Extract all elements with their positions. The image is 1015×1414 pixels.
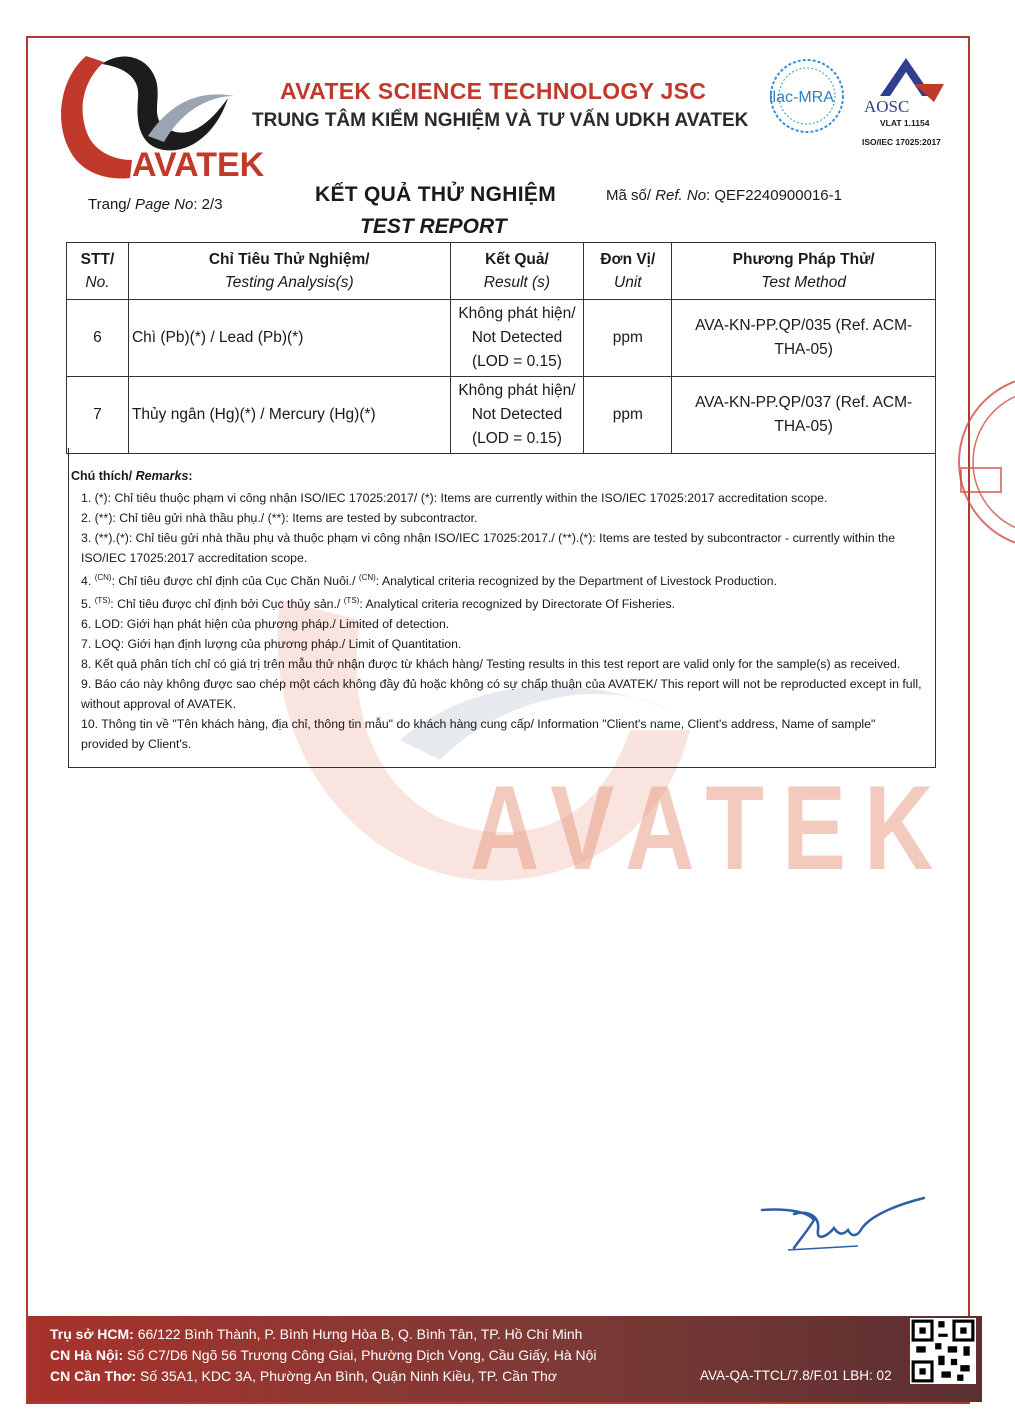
row-analysis: Chì (Pb)(*) / Lead (Pb)(*): [128, 300, 450, 377]
avatek-logo: [52, 50, 265, 184]
aosc-logo: [860, 54, 958, 150]
row-method: AVA-KN-PP.QP/037 (Ref. ACM- THA-05): [672, 377, 936, 454]
remark-item: 1. (*): Chỉ tiêu thuộc phạm vi công nhận ISO/IEC 17025:2017/ (*): Items are currently within the ISO/IEC 17025:2017 accreditation scope.: [81, 491, 828, 505]
header-analysis: Chỉ Tiêu Thử Nghiệm/ Testing Analysis(s): [128, 243, 450, 300]
remarks-box: [68, 448, 936, 768]
watermark-text: AVATEK: [470, 761, 952, 895]
iso-text: ISO/IEC 17025:2017: [862, 137, 941, 147]
report-title-en: TEST REPORT: [360, 215, 507, 238]
company-name-en: AVATEK SCIENCE TECHNOLOGY JSC: [280, 78, 707, 104]
footer-hcm-address: Trụ sở HCM: 66/122 Bình Thành, P. Bình Hưng Hòa B, Q. Bình Tân, TP. Hồ Chí Minh: [50, 1326, 583, 1342]
table-row: [67, 377, 936, 454]
company-name-vn: TRUNG TÂM KIỂM NGHIỆM VÀ TƯ VẤN UDKH AVATEK: [252, 110, 749, 131]
header-unit: Đơn Vị/ Unit: [584, 243, 672, 300]
reference-number: Mã số/ Ref. No: QEF2240900016-1: [606, 187, 842, 204]
stamp-fragment: [955, 372, 1015, 552]
header-method: Phương Pháp Thử/ Test Method: [672, 243, 936, 300]
aosc-text: AOSC: [864, 97, 910, 116]
header-stt: STT/ No.: [67, 243, 129, 300]
results-table: [66, 242, 936, 454]
row-analysis: Thủy ngân (Hg)(*) / Mercury (Hg)(*): [128, 377, 450, 454]
page-number: Trang/ Page No: 2/3: [88, 196, 223, 213]
remark-item: 7. LOQ: Giới hạn định lượng của phương pháp./ Limit of Quantitation.: [81, 637, 462, 652]
remark-item: 10. Thông tin về "Tên khách hàng, địa chỉ, thông tin mẫu" do khách hàng cung cấp/ Information "Client's name, Client's address, Name of sample" provided by Client's.: [81, 717, 876, 752]
report-title-vn: KẾT QUẢ THỬ NGHIỆM: [315, 183, 556, 206]
remarks-title: Chú thích/ Remarks:: [71, 469, 193, 483]
footer-cantho-address: CN Cần Thơ: Số 35A1, KDC 3A, Phường An Bình, Quận Ninh Kiều, TP. Cần Thơ: [50, 1368, 557, 1384]
row-method: AVA-KN-PP.QP/035 (Ref. ACM- THA-05): [672, 300, 936, 377]
remark-item: 8. Kết quả phân tích chỉ có giá trị trên mẫu thử nhận được từ khách hàng/ Testing results in this test report are valid only for the sample(s) as received.: [81, 657, 901, 672]
remark-item: 4. $^{(CN)}$: Chỉ tiêu được chỉ định của Cục Chăn Nuôi./ $^{(CN)}$: Analytical criteria recognized by the Department of Livestock Production.: [81, 573, 778, 589]
footer-hanoi-address: CN Hà Nội: Số C7/D6 Ngõ 56 Trương Công Giai, Phường Dịch Vọng, Cầu Giấy, Hà Nội: [50, 1347, 597, 1363]
row-number: 7: [67, 377, 129, 454]
qr-code-icon[interactable]: [910, 1318, 976, 1384]
header-result: Kết Quả/ Result (s): [450, 243, 584, 300]
footer-bar: [28, 1316, 982, 1402]
remark-item: 6. LOD: Giới hạn phát hiện của phương pháp./ Limited of detection.: [81, 617, 450, 632]
row-result: Không phát hiện/ Not Detected (LOD = 0.15): [450, 300, 584, 377]
row-unit: ppm: [584, 300, 672, 377]
form-code: AVA-QA-TTCL/7.8/F.01 LBH: 02: [700, 1368, 892, 1383]
vlat-text: VLAT 1.1154: [880, 118, 930, 128]
table-row: [67, 300, 936, 377]
ilac-text: ilac-MRA: [769, 89, 834, 106]
row-result: Không phát hiện/ Not Detected (LOD = 0.15): [450, 377, 584, 454]
remark-item: 5. $^{(TS)}$: Chỉ tiêu được chỉ định bởi Cục thủy sản./ $^{(TS)}$: Analytical criteria recognized by Directorate Of Fisheries.: [81, 596, 676, 612]
ilac-mra-logo: [765, 56, 849, 136]
svg-text:AVATEK: AVATEK: [132, 146, 265, 184]
signature: [758, 1190, 928, 1256]
table-header-row: [67, 243, 936, 300]
remark-item: 3. (**).(*): Chỉ tiêu gửi nhà thầu phụ và thuộc phạm vi công nhận ISO/IEC 17025:2017./ (**).(*): Items are tested by subcontractor - currently within the ISO/IEC 17025:2017 accreditation scope.: [81, 531, 896, 565]
remark-item: 9. Báo cáo này không được sao chép một cách không đầy đủ hoặc không có sự chấp thuận của AVATEK/ This report will not be reproducted except in full, without approval of AVATEK.: [81, 677, 922, 712]
remark-item: 2. (**): Chỉ tiêu gửi nhà thầu phụ./ (**): Items are tested by subcontractor.: [81, 511, 478, 525]
row-unit: ppm: [584, 377, 672, 454]
row-number: 6: [67, 300, 129, 377]
